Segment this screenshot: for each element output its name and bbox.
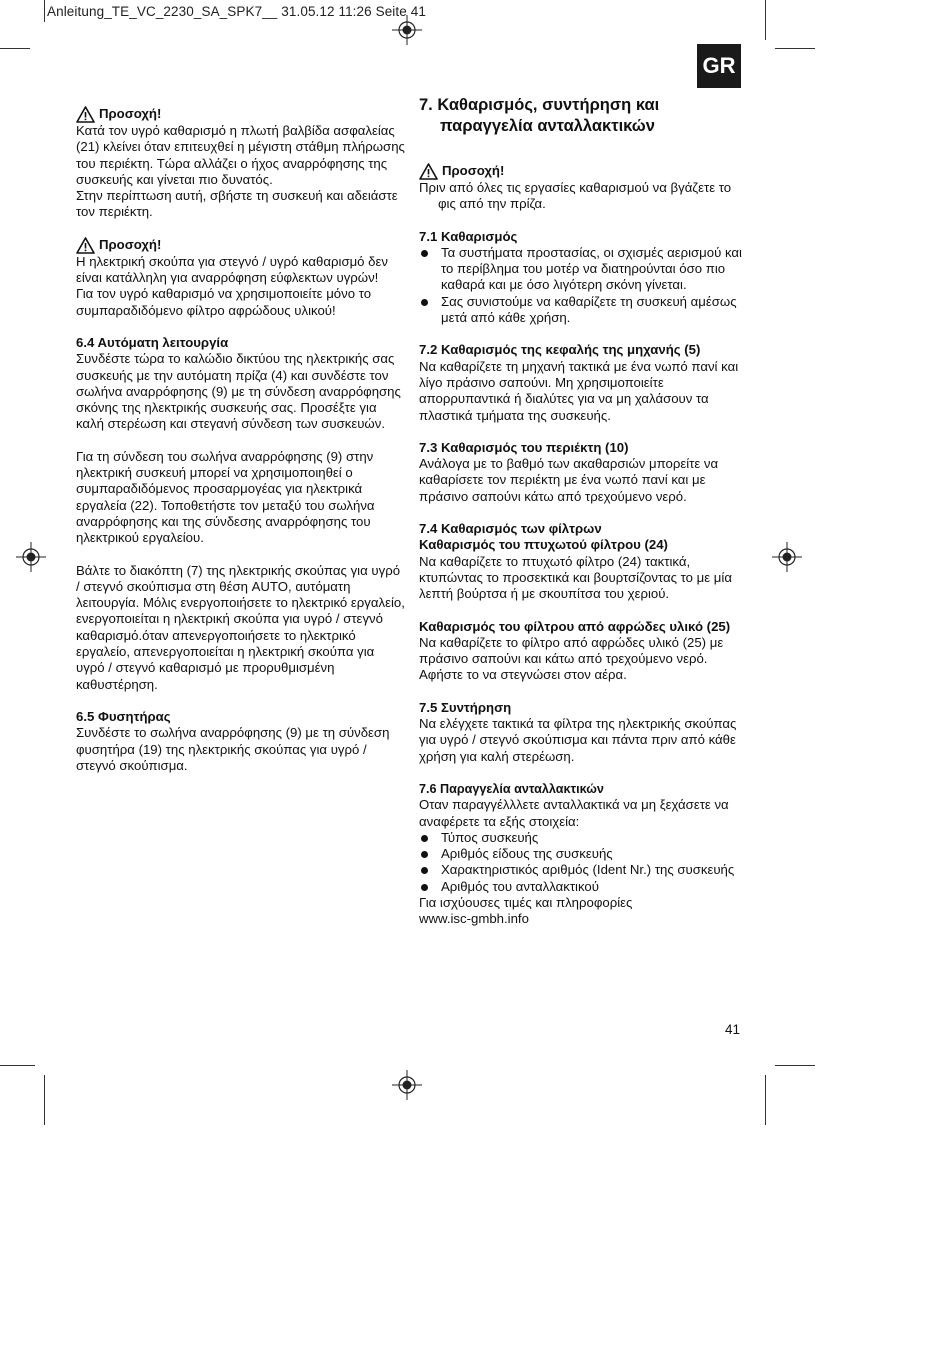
paragraph: Κατά τον υγρό καθαρισμό η πλωτή βαλβίδα ασφαλείας (21) κλείνει όταν επιτευχθεί η μέγιστη στάθμη πλήρωσης του περιέκτη. Τώρα αλλάζει ο ήχος αναρρόφησης της συσκευής και γίνεται πιο δυνατός. <box>76 123 405 187</box>
paragraph: Ανάλογα με το βαθμό των ακαθαρσιών μπορείτε να καθαρίσετε τον περιέκτη με ένα νωπό πανί και με πράσινο σαπούνι κάτω από τρεχούμενο νερό. <box>419 456 719 504</box>
registration-mark-icon <box>392 15 422 45</box>
paragraph: Να καθαρίζετε το φίλτρο από αφρώδες υλικό (25) με πράσινο σαπούνι και κάτω από τρεχούμενο νερό. Αφήστε το να στεγνώσει στον αέρα. <box>419 634 724 683</box>
crop-mark <box>0 48 30 49</box>
chapter-heading-line: 7. Καθαρισμός, συντήρηση και <box>419 96 660 114</box>
crop-mark <box>44 1075 45 1125</box>
warning-title: Προσοχή! <box>99 106 162 122</box>
registration-mark-icon <box>392 1070 422 1100</box>
paragraph: Για τη σύνδεση του σωλήνα αναρρόφησης (9) στην ηλεκτρική συσκευή μπορεί να χρησιμοποιηθεί ο συμπαραδιδόμενος προσαρμογέας για ηλεκτρικά εργαλεία (22). Τοποθετήστε τον μεταξύ του σωλήνα αναρρόφησης και της σύνδεσης αναρρόφησης του ηλεκτρικού εργαλείου. <box>76 448 375 546</box>
warning-heading <box>76 106 406 123</box>
warning-triangle-icon <box>76 237 95 254</box>
left-column <box>76 106 406 774</box>
list-item: Σας συνιστούμε να καθαρίζετε τη συσκευή αμέσως μετά από κάθε χρήση. <box>419 294 749 327</box>
section-heading: 7.5 Συντήρηση <box>419 699 512 715</box>
language-tab: GR <box>697 44 741 88</box>
section-heading: 7.4 Καθαρισμός των φίλτρων <box>419 521 602 537</box>
list-item: Αριθμός του ανταλλακτικού <box>419 879 749 895</box>
crop-mark <box>0 1065 35 1066</box>
warning-triangle-icon <box>76 106 95 123</box>
crop-mark <box>44 0 45 22</box>
warning-title: Προσοχή! <box>99 237 162 253</box>
paragraph: Πριν από όλες τις εργασίες καθαρισμού να βγάζετε το φις από την πρίζα. <box>419 180 732 212</box>
section-heading: 7.6 Παραγγελία ανταλλακτικών <box>419 781 604 796</box>
chapter-heading-line: παραγγελία ανταλλακτικών <box>440 117 655 135</box>
warning-title: Προσοχή! <box>442 163 505 179</box>
crop-mark <box>775 1065 815 1066</box>
section-subheading: Καθαρισμός του φίλτρου από αφρώδες υλικό (25) <box>419 618 731 634</box>
bullet-list <box>419 830 749 895</box>
paragraph: Οταν παραγγέλλλετε ανταλλακτικά να μη ξεχάσετε να αναφέρετε τα εξής στοιχεία: <box>419 797 729 829</box>
paragraph: Βάλτε το διακόπτη (7) της ηλεκτρικής σκούπας για υγρό / στεγνό σκούπισμα στη θέση AUTO, αυτόματη λειτουργία. Μόλις ενεργοποιήσετε το ηλεκτρικό εργαλείο, ενεργοποιείται η ηλεκτρική σκούπα για υγρό / στεγνό καθαρισμό.όταν απενεργοποιήσετε το ηλεκτρικό εργαλείο, απενεργοποιείται η ηλεκτρική σκούπα για υγρό / στεγνό καθαρισμό με προρυθμισμένη καθυστέρηση. <box>76 562 405 692</box>
paragraph: Συνδέστε τώρα το καλώδιο δικτύου της ηλεκτρικής σας συσκευής με την αυτόματη πρίζα (4) και συνδέστε τον σωλήνα αναρρόφησης (9) με τη σύνδεση αναρρόφησης σκόνης της ηλεκτρικής συσκευής σας. Προσέξτε για καλή στερέωση και στεγανή σύνδεση των συσκευών. <box>76 351 401 432</box>
crop-mark <box>765 0 766 40</box>
paragraph: Για τον υγρό καθαρισμό να χρησιμοποιείτε μόνο το συμπαραδιδόμενο φίλτρο αφρώδους υλικού! <box>76 286 372 318</box>
section-heading: 7.3 Καθαρισμός του περιέκτη (10) <box>419 439 629 455</box>
list-item: Τύπος συσκευής <box>419 830 749 846</box>
warning-heading <box>76 237 406 254</box>
crop-mark <box>765 1075 766 1125</box>
registration-mark-icon <box>16 542 46 572</box>
print-slug: Anleitung_TE_VC_2230_SA_SPK7__ 31.05.12 11:26 Seite 41 <box>47 4 426 19</box>
page-number: 41 <box>725 1022 741 1037</box>
list-item: Τα συστήματα προστασίας, οι σχισμές αερισμού και το περίβλημα του μοτέρ να διατηρούνται όσο πιο καθαρά και με όσο λιγότερη σκόνη γίνεται. <box>419 245 749 294</box>
right-column <box>419 95 749 928</box>
registration-mark-icon <box>772 542 802 572</box>
warning-triangle-icon <box>419 163 438 180</box>
section-heading: 7.1 Καθαρισμός <box>419 228 518 244</box>
chapter-heading <box>419 95 749 137</box>
list-item: Αριθμός είδους της συσκευής <box>419 846 749 862</box>
paragraph: Να καθαρίζετε το πτυχωτό φίλτρο (24) τακτικά, κτυπώντας το προσεκτικά και βουρτσίζοντας το με μία λεπτή βούρτσα ή με σκουπίτσα του χεριού. <box>419 553 732 602</box>
section-heading: 6.5 Φυσητήρας <box>76 708 171 724</box>
paragraph: Η ηλεκτρική σκούπα για στεγνό / υγρό καθαρισμό δεν είναι κατάλληλη για αναρρόφηση εύφλεκτων υγρών! <box>76 253 388 286</box>
paragraph: Για ισχύουσες τιμές και πληροφορίες <box>419 894 633 910</box>
list-item: Χαρακτηριστικός αριθμός (Ident Nr.) της συσκευής <box>419 862 749 878</box>
crop-mark <box>775 48 815 49</box>
paragraph: Να καθαρίζετε τη μηχανή τακτικά με ένα νωπό πανί και λίγο πράσινο σαπούνι. Μη χρησιμοποιείτε απορρυπαντικά ή διαλύτες για να μη χαλάσουν τα πλαστικά τμήματα της συσκευής. <box>419 358 739 423</box>
bullet-list <box>419 245 749 326</box>
paragraph: Στην περίπτωση αυτή, σβήστε τη συσκευή και αδειάστε τον περιέκτη. <box>76 188 398 220</box>
website-text: www.isc-gmbh.info <box>419 911 529 927</box>
paragraph: Να ελέγχετε τακτικά τα φίλτρα της ηλεκτρικής σκούπας για υγρό / στεγνό σκούπισμα και πάντα πριν από κάθε χρήση για καλή στερέωση. <box>419 716 737 764</box>
paragraph: Συνδέστε το σωλήνα αναρρόφησης (9) με τη σύνδεση φυσητήρα (19) της ηλεκτρικής σκούπας για υγρό / στεγνό σκούπισμα. <box>76 725 390 773</box>
section-subheading: Καθαρισμός του πτυχωτού φίλτρου (24) <box>419 537 668 553</box>
section-heading: 6.4 Αυτόματη λειτουργία <box>76 334 229 350</box>
warning-heading <box>419 163 749 180</box>
section-heading: 7.2 Καθαρισμός της κεφαλής της μηχανής (5) <box>419 342 701 358</box>
